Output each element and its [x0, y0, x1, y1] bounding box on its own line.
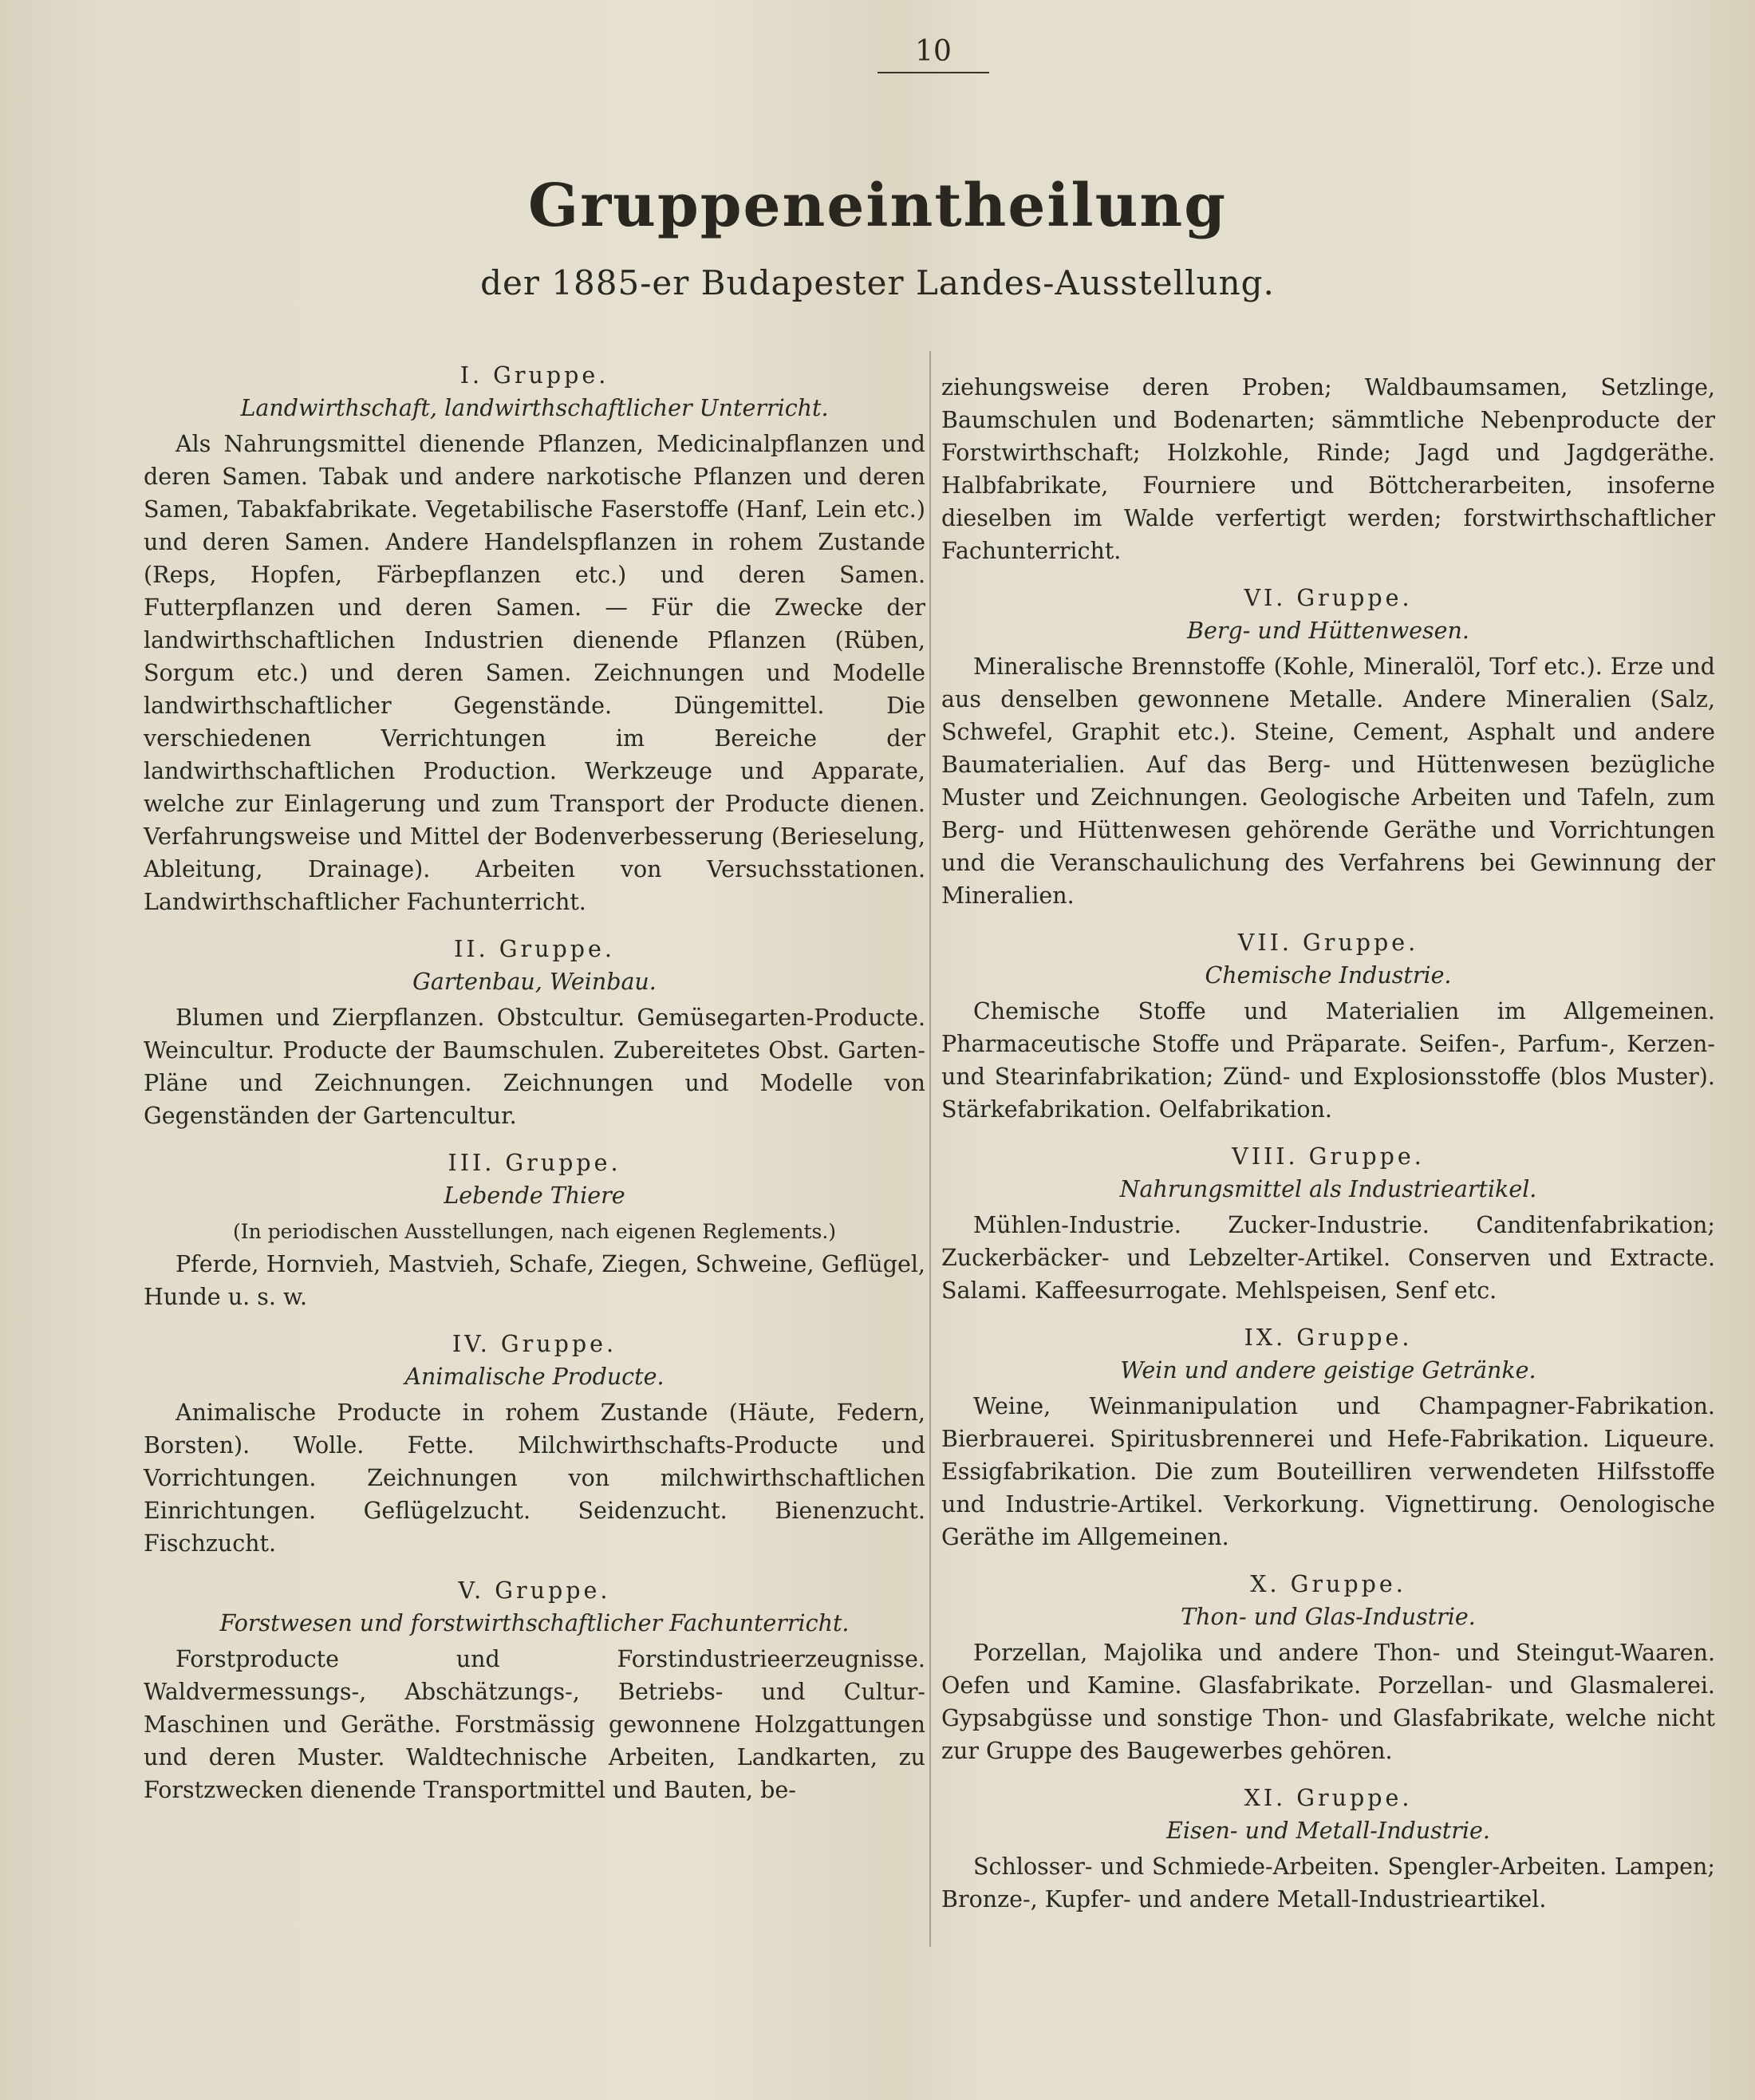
- group-text: Forstproducte und Forstindustrieerzeugnisse. Waldvermessungs-, Abschätzungs-, Betriebs- und Cultur-Maschinen und Geräthe. Forstmässig gewonnene Holzgattungen und deren Muster. Waldtechnische Arbeiten, Landkarten, zu Forstzwecken dienende Transportmittel und Bauten, be-: [144, 1646, 925, 1803]
- group-text: Mineralische Brennstoffe (Kohle, Mineralöl, Torf etc.). Erze und aus denselben gewonnene Metalle. Andere Mineralien (Salz, Schwefel, Graphit etc.). Steine, Cement, Asphalt und andere Baumaterialien. Auf das Berg- und Hüttenwesen bezügliche Muster und Zeichnungen. Geologische Arbeiten und Tafeln, zum Berg- und Hüttenwesen gehörende Geräthe und Vorrichtungen und die Veranschaulichung des Verfahrens bei Gewinnung der Mineralien.: [941, 653, 1715, 909]
- group-heading: IV. Gruppe.: [452, 1331, 617, 1357]
- group-heading: IX. Gruppe.: [1244, 1324, 1413, 1351]
- page-subtitle: der 1885-er Budapester Landes-Ausstellung.: [480, 263, 1275, 302]
- page-number: 10: [878, 32, 989, 73]
- group-subheading: Berg- und Hüttenwesen.: [1187, 618, 1469, 644]
- group-heading: XI. Gruppe.: [1244, 1785, 1413, 1811]
- column-divider: [929, 351, 931, 1947]
- group-subheading: Nahrungsmittel als Industrieartikel.: [1119, 1176, 1537, 1202]
- group-subheading: Forstwesen und forstwirthschaftlicher Fachunterricht.: [219, 1610, 850, 1636]
- group-text: Schlosser- und Schmiede-Arbeiten. Spengler-Arbeiten. Lampen; Bronze-, Kupfer- und andere Metall-Industrieartikel.: [941, 1853, 1715, 1912]
- right-column: [941, 371, 1715, 1930]
- group-text: Pferde, Hornvieh, Mastvieh, Schafe, Ziegen, Schweine, Geflügel, Hunde u. s. w.: [144, 1251, 925, 1310]
- group-text: Animalische Producte in rohem Zustande (Häute, Federn, Borsten). Wolle. Fette. Milchwirthschafts-Producte und Vorrichtungen. Zeichnungen von milchwirthschaftlichen Einrichtungen. Geflügelzucht. Seidenzucht. Bienenzucht. Fischzucht.: [144, 1399, 925, 1557]
- continuation-text: ziehungsweise deren Proben; Waldbaumsamen, Setzlinge, Baumschulen und Bodenarten; sämmtliche Nebenproducte der Forstwirthschaft; Holzkohle, Rinde; Jagd und Jagdgeräthe. Halbfabrikate, Fourniere und Böttcherarbeiten, insoferne dieselben im Walde verfertigt werden; forstwirthschaftlicher Fachunterricht.: [941, 374, 1715, 564]
- page-title: Gruppeneintheilung: [528, 172, 1227, 240]
- group-heading: VIII. Gruppe.: [1232, 1143, 1425, 1170]
- group-text: Blumen und Zierpflanzen. Obstcultur. Gemüsegarten-Producte. Weincultur. Producte der Baumschulen. Zubereitetes Obst. Garten-Pläne und Zeichnungen. Zeichnungen und Modelle von Gegenständen der Gartencultur.: [144, 1005, 925, 1129]
- group-text: Mühlen-Industrie. Zucker-Industrie. Canditenfabrikation; Zuckerbäcker- und Lebzelter-Artikel. Conserven und Extracte. Salami. Kaffeesurrogate. Mehlspeisen, Senf etc.: [941, 1212, 1715, 1304]
- group-subheading: Eisen- und Metall-Industrie.: [1166, 1818, 1490, 1844]
- group-heading: I. Gruppe.: [459, 362, 609, 389]
- group-heading: X. Gruppe.: [1250, 1571, 1406, 1597]
- group-text: Als Nahrungsmittel dienende Pflanzen, Medicinalpflanzen und deren Samen. Tabak und andere narkotische Pflanzen und deren Samen, Tabakfabrikate. Vegetabilische Faserstoffe (Hanf, Lein etc.) und deren Samen. Andere Handelspflanzen in rohem Zustande (Reps, Hopfen, Färbepflanzen etc.) und deren Samen. Futterpflanzen und deren Samen. — Für die Zwecke der landwirthschaftlichen Industrien dienende Pflanzen (Rüben, Sorgum etc.) und deren Samen. Zeichnungen und Modelle landwirthschaftlicher Gegenstände. Düngemittel. Die verschiedenen Verrichtungen im Bereiche der landwirthschaftlichen Production. Werkzeuge und Apparate, welche zur Einlagerung und zum Transport der Producte dienen. Verfahrungsweise und Mittel der Bodenverbesserung (Berieselung, Ableitung, Drainage). Arbeiten von Versuchsstationen. Landwirthschaftlicher Fachunterricht.: [144, 431, 925, 915]
- group-note: (In periodischen Ausstellungen, nach eigenen Reglements.): [232, 1220, 837, 1243]
- group-heading: III. Gruppe.: [448, 1150, 621, 1176]
- group-subheading: Thon- und Glas-Industrie.: [1181, 1604, 1476, 1630]
- group-subheading: Animalische Producte.: [404, 1364, 665, 1390]
- group-subheading: Gartenbau, Weinbau.: [412, 969, 657, 995]
- left-column: [144, 359, 925, 1821]
- group-heading: VI. Gruppe.: [1244, 585, 1413, 611]
- group-subheading: Lebende Thiere: [444, 1182, 625, 1209]
- group-subheading: Wein und andere geistige Getränke.: [1120, 1357, 1536, 1384]
- group-text: Chemische Stoffe und Materialien im Allgemeinen. Pharmaceutische Stoffe und Präparate. Seifen-, Parfum-, Kerzen- und Stearinfabrikation; Zünd- und Explosionsstoffe (blos Muster). Stärkefabrikation. Oelfabrikation.: [941, 998, 1715, 1123]
- group-heading: II. Gruppe.: [454, 936, 615, 962]
- group-text: Weine, Weinmanipulation und Champagner-Fabrikation. Bierbrauerei. Spiritusbrennerei und Hefe-Fabrikation. Liqueure. Essigfabrikation. Die zum Bouteilliren verwendeten Hilfsstoffe und Industrie-Artikel. Verkorkung. Vignettirung. Oenologische Geräthe im Allgemeinen.: [941, 1393, 1715, 1550]
- group-subheading: Chemische Industrie.: [1205, 962, 1452, 989]
- group-heading: VII. Gruppe.: [1237, 930, 1419, 956]
- group-heading: V. Gruppe.: [458, 1577, 611, 1604]
- group-text: Porzellan, Majolika und andere Thon- und Steingut-Waaren. Oefen und Kamine. Glasfabrikate. Porzellan- und Glasmalerei. Gypsabgüsse und sonstige Thon- und Glasfabrikate, welche nicht zur Gruppe des Baugewerbes gehören.: [941, 1640, 1715, 1764]
- group-subheading: Landwirthschaft, landwirthschaftlicher Unterricht.: [240, 395, 829, 421]
